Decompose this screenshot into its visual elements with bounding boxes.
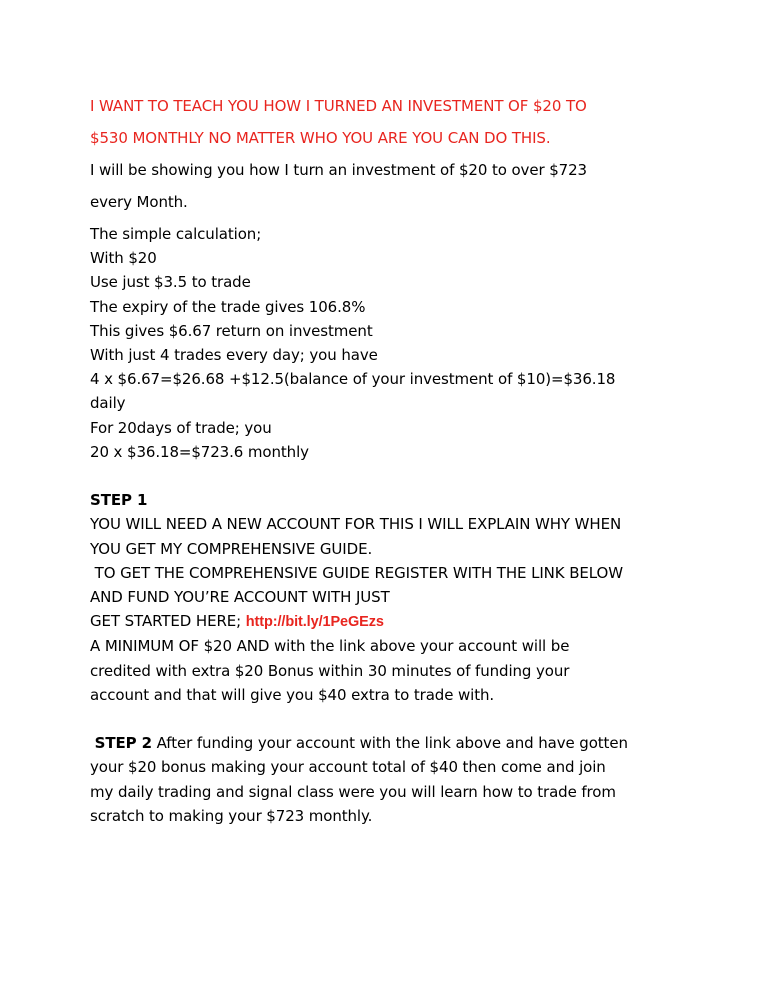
step-1-line: credited with extra $20 Bonus within 30 minutes of funding your xyxy=(90,661,570,680)
document-page xyxy=(90,90,690,828)
step-1-line: A MINIMUM OF $20 AND with the link above your account will be xyxy=(90,637,570,656)
step-2-line: scratch to making your $723 monthly. xyxy=(90,806,373,825)
calculation-line: This gives $6.67 return on investment xyxy=(90,321,373,340)
step-1-line: account and that will give you $40 extra to trade with. xyxy=(90,685,495,704)
signup-link[interactable]: http://bit.ly/1PeGEzs xyxy=(245,614,384,631)
spacer xyxy=(90,707,690,731)
get-started-label: GET STARTED HERE; xyxy=(90,612,246,631)
intro-paragraph xyxy=(90,154,690,218)
calculation-line: For 20days of trade; you xyxy=(90,418,272,437)
step-2-title: STEP 2 xyxy=(94,734,153,753)
calculation-line: The expiry of the trade gives 106.8% xyxy=(90,297,366,316)
calculation-line: 20 x $36.18=$723.6 monthly xyxy=(90,442,309,461)
step-2-section xyxy=(90,731,690,828)
get-started-line xyxy=(90,609,690,634)
headline-line: I WANT TO TEACH YOU HOW I TURNED AN INVESTMENT OF $20 TO xyxy=(90,97,587,115)
headline-line: $530 MONTHLY NO MATTER WHO YOU ARE YOU CAN DO THIS. xyxy=(90,129,551,147)
intro-line: every Month. xyxy=(90,193,188,211)
step-1-line: AND FUND YOU’RE ACCOUNT WITH JUST xyxy=(90,588,390,607)
step-2-line: your $20 bonus making your account total of $40 then come and join xyxy=(90,758,606,777)
headline xyxy=(90,90,690,154)
calculation-line: 4 x $6.67=$26.68 +$12.5(balance of your investment of $10)=$36.18 xyxy=(90,370,616,389)
step-1-line: YOU WILL NEED A NEW ACCOUNT FOR THIS I WILL EXPLAIN WHY WHEN xyxy=(90,515,622,534)
step-2-text: After funding your account with the link above and have gotten xyxy=(152,734,628,753)
calculation-section xyxy=(90,222,690,464)
calculation-line: daily xyxy=(90,394,126,413)
step-2-first-line xyxy=(90,731,690,755)
spacer xyxy=(90,464,690,488)
calculation-line: With just 4 trades every day; you have xyxy=(90,346,378,365)
step-1-line: YOU GET MY COMPREHENSIVE GUIDE. xyxy=(90,539,373,558)
calculation-line: With $20 xyxy=(90,249,157,268)
step-1-title: STEP 1 xyxy=(90,491,148,510)
step-1-line: TO GET THE COMPREHENSIVE GUIDE REGISTER WITH THE LINK BELOW xyxy=(90,563,623,582)
calculation-line: The simple calculation; xyxy=(90,225,262,243)
intro-line: I will be showing you how I turn an investment of $20 to over $723 xyxy=(90,161,587,179)
step-2-line: my daily trading and signal class were you will learn how to trade from xyxy=(90,782,616,801)
step-1-section xyxy=(90,488,690,707)
calculation-line: Use just $3.5 to trade xyxy=(90,273,251,292)
